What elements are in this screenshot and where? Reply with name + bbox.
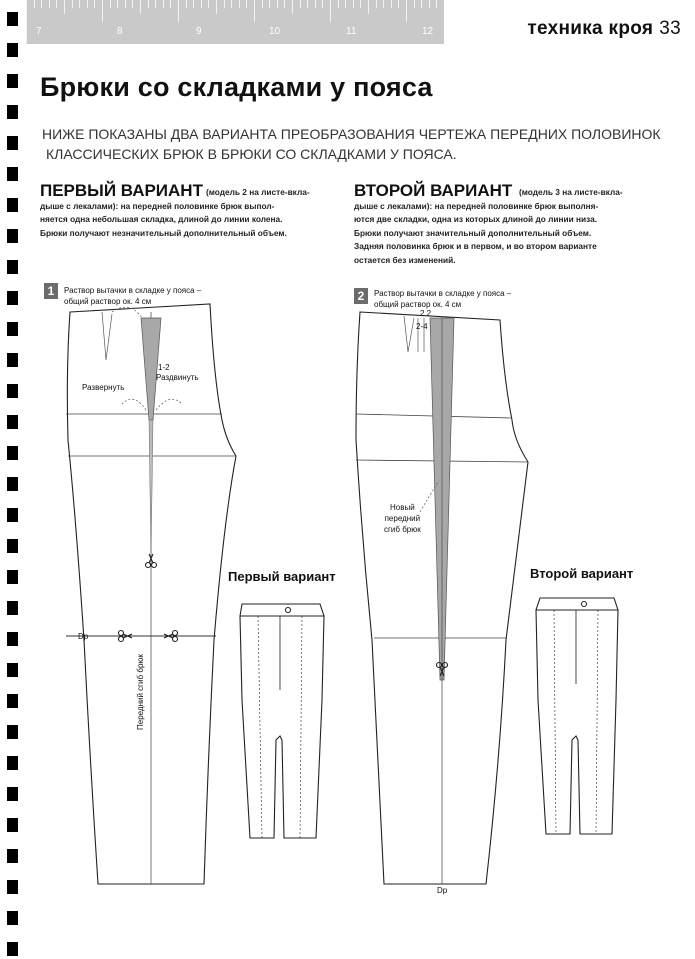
note-line: Раствор вытачки в складке у пояса – — [64, 286, 202, 295]
note-line: общий раствор ок. 4 см — [64, 297, 152, 306]
variant2-line: Брюки получают значительный дополнительный объем. — [354, 227, 592, 238]
variant2-line: остается без изменений. — [354, 254, 456, 265]
caption-variant-1: Первый вариант — [228, 569, 336, 584]
label-2-2: 2 2 — [420, 309, 432, 318]
fold-line: сгиб брюк — [384, 525, 421, 534]
note-line: общий раствор ок. 4 см — [374, 300, 462, 309]
label-1-2: 1-2 — [158, 363, 170, 372]
page-number: 33 — [659, 18, 681, 39]
variant2-line: ются две складки, одна из которых длиной до линии низа. — [354, 214, 598, 224]
label-new-fold — [384, 502, 421, 535]
label-dp: Dp — [78, 632, 89, 641]
step-badge-2: 2 — [354, 288, 368, 304]
variant2-line: Задняя половинка брюк и в первом, и во втором варианте — [354, 241, 597, 251]
ruler-number: 11 — [346, 26, 357, 37]
ruler-number: 8 — [117, 26, 123, 37]
variant1-line: дыше с лекалами): на передней половинке брюк выпол- — [40, 200, 275, 211]
label-front-fold: Передний сгиб брюк — [136, 654, 145, 730]
model2-trousers — [536, 598, 618, 834]
variant2-line: дыше с лекалами): на передней половинке брюк выполня- — [354, 200, 599, 211]
step-badge-1: 1 — [44, 283, 58, 299]
fold-line: передний — [384, 514, 421, 523]
intro-line: НИЖЕ ПОКАЗАНЫ ДВА ВАРИАНТА ПРЕОБРАЗОВАНИЯ ЧЕРТЕЖА ПЕРЕДНИХ ПОЛОВИНОК — [42, 126, 661, 142]
label-razdvinut: Раздвинуть — [156, 373, 199, 382]
ruler-number: 9 — [196, 26, 202, 37]
label-razvernut: Развернуть — [82, 383, 125, 392]
page-title: Брюки со складками у пояса — [40, 72, 433, 102]
variant2-line: (модель 3 на листе-вкла- — [519, 187, 623, 197]
ruler-number: 7 — [36, 26, 42, 37]
note-line: Раствор вытачки в складке у пояса – — [374, 289, 512, 298]
variant2-heading: ВТОРОЙ ВАРИАНТ — [354, 181, 513, 200]
section-title: техника кроя — [527, 18, 654, 39]
ruler-number: 10 — [269, 26, 281, 37]
intro-line: КЛАССИЧЕСКИХ БРЮК В БРЮКИ СО СКЛАДКАМИ У ПОЯСА. — [46, 146, 457, 162]
model1-trousers — [240, 604, 324, 838]
ruler-number: 12 — [422, 26, 434, 37]
variant1-line: няется одна небольшая складка, длиной до линии колена. — [40, 214, 283, 224]
label-dp-2: Dp — [437, 886, 448, 895]
variant1-line: (модель 2 на листе-вкла- — [206, 187, 310, 197]
variant1-heading: ПЕРВЫЙ ВАРИАНТ — [40, 181, 203, 200]
caption-variant-2: Второй вариант — [530, 566, 634, 581]
label-2-4: 2-4 — [416, 322, 428, 331]
variant1-line: Брюки получают незначительный дополнительный объем. — [40, 227, 287, 238]
fold-line: Новый — [390, 503, 415, 512]
